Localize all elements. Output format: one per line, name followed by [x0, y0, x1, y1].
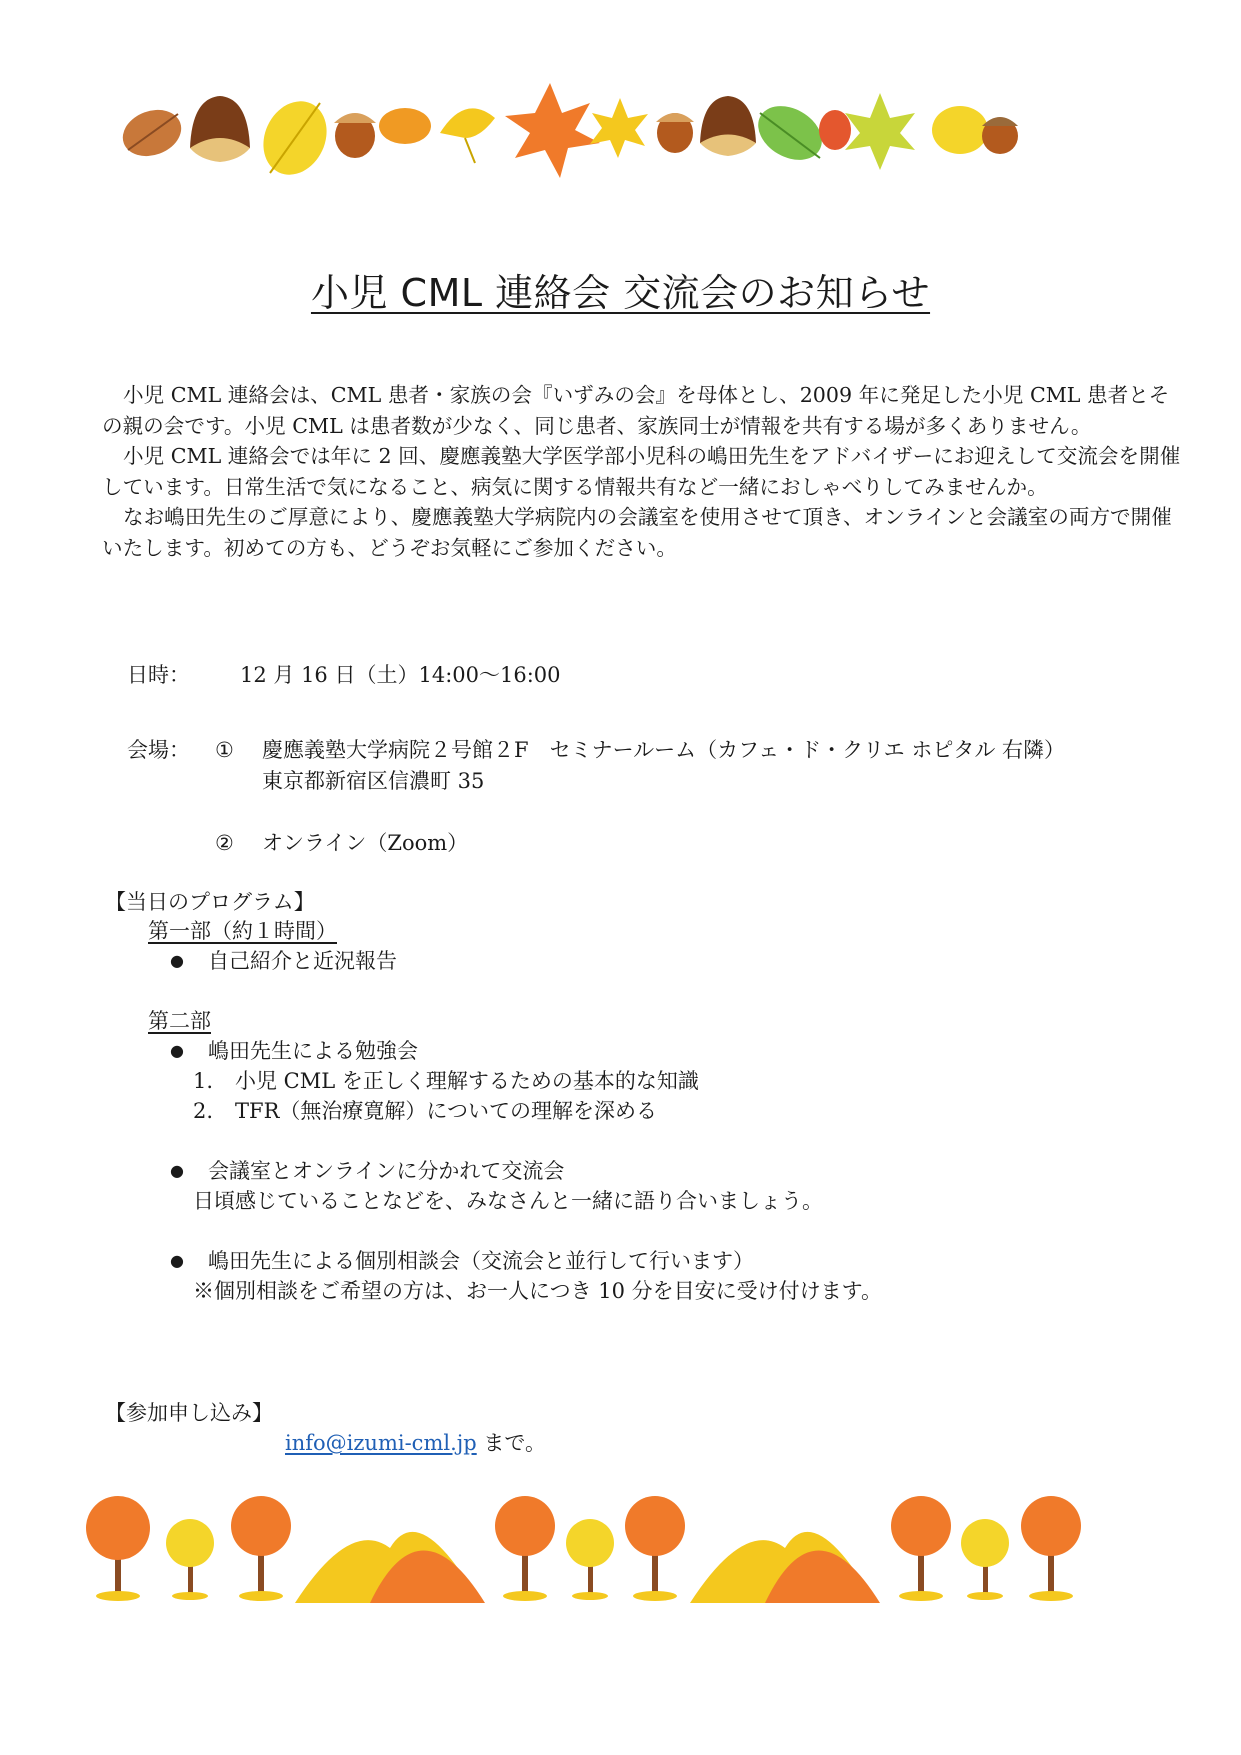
program-part2-item-consultation: 嶋田先生による個別相談会（交流会と並行して行います） — [208, 1249, 754, 1273]
application-contact — [285, 1428, 546, 1458]
yellow-tree-icon — [166, 1519, 214, 1600]
application-heading: 【参加申し込み】 — [105, 1401, 273, 1425]
program-part2-item-study: 嶋田先生による勉強会 — [208, 1039, 418, 1063]
program-part2-title: 第二部 — [148, 1009, 211, 1033]
intro-paragraph-3: なお嶋田先生のご厚意により、慶應義塾大学病院内の会議室を使用させて頂き、オンラインと会議室の両方で開催いたします。初めての方も、どうぞお気軽にご参加ください。 — [102, 505, 1172, 560]
program-part1-item: 自己紹介と近況報告 — [208, 949, 397, 973]
chestnut-icon — [190, 96, 250, 162]
acorn-icon-2 — [656, 113, 694, 153]
intro-text — [102, 380, 1187, 563]
yellow-leaf-icon-2 — [932, 106, 988, 154]
consultation-note: ※個別相談をご希望の方は、お一人につき 10 分を目安に受け付けます。 — [193, 1279, 882, 1303]
orange-tree-icon-4 — [625, 1496, 685, 1601]
datetime-label: 日時： — [127, 663, 190, 687]
intro-paragraph-1: 小児 CML 連絡会は、CML 患者・家族の会『いずみの会』を母体とし、2009 年に発足した小児 CML 患者とその親の会です。小児 CML は患者数が少なく、同じ患者、家族同士が情報を共有する場が多くありません。 — [102, 383, 1170, 438]
autumn-leaves-banner — [120, 78, 1130, 196]
yellow-leaf-icon — [252, 91, 338, 185]
venue-option-2-online: オンライン（Zoom） — [262, 831, 469, 855]
small-maple-leaf-icon — [590, 98, 648, 158]
orange-tree-icon-3 — [495, 1496, 555, 1601]
autumn-trees-banner — [80, 1478, 1180, 1628]
study-sub2: TFR（無治療寛解）についての理解を深める — [235, 1099, 657, 1123]
venue-option-2-number: ② — [215, 831, 234, 855]
green-maple-leaf-icon — [845, 93, 915, 170]
study-sub1-number: 1. — [193, 1069, 214, 1093]
venue-label: 会場： — [127, 738, 190, 762]
intro-paragraph-2: 小児 CML 連絡会では年に 2 回、慶應義塾大学医学部小児科の嶋田先生をアドバイザーにお迎えして交流会を開催しています。日常生活で気になること、病気に関する情報共有など一緒におしゃべりしてみませんか。 — [102, 444, 1181, 499]
venue-option-1-number: ① — [215, 738, 234, 762]
orange-leaf-icon — [379, 108, 431, 144]
brown-leaf-icon — [120, 102, 188, 164]
green-leaf-icon — [749, 95, 832, 171]
exchange-note: 日頃感じていることなどを、みなさんと一緒に語り合いましょう。 — [193, 1189, 823, 1213]
datetime-value: 12 月 16 日（土）14:00～16:00 — [240, 663, 561, 687]
maple-leaf-icon — [505, 83, 600, 178]
venue-option-1-address: 東京都新宿区信濃町 35 — [262, 769, 485, 793]
bullet-icon: ● — [170, 1161, 184, 1180]
yellow-tree-icon-3 — [961, 1519, 1009, 1600]
chestnut-icon-2 — [700, 96, 756, 156]
orange-tree-icon — [86, 1496, 150, 1601]
orange-tree-icon-6 — [1021, 1496, 1081, 1601]
email-suffix: まで。 — [476, 1431, 546, 1455]
program-part2-item-exchange: 会議室とオンラインに分かれて交流会 — [208, 1159, 565, 1183]
orange-tree-icon-2 — [231, 1496, 291, 1601]
study-sub1: 小児 CML を正しく理解するための基本的な知識 — [235, 1069, 699, 1093]
yellow-tree-icon-2 — [566, 1519, 614, 1600]
bullet-icon: ● — [170, 1251, 184, 1270]
page-title: 小児 CML 連絡会 交流会のお知らせ — [310, 271, 931, 315]
orange-tree-icon-5 — [891, 1496, 951, 1601]
program-part1-title: 第一部（約１時間） — [148, 919, 337, 943]
ginkgo-leaf-icon — [440, 108, 495, 163]
leaf-pile-icon-2 — [690, 1532, 880, 1603]
venue-option-1-location: 慶應義塾大学病院２号館２F セミナールーム（カフェ・ド・クリエ ホピタル 右隣） — [262, 738, 1066, 762]
red-leaf-icon — [819, 110, 851, 150]
program-heading: 【当日のプログラム】 — [105, 890, 315, 914]
leaf-pile-icon — [295, 1532, 485, 1603]
bullet-icon: ● — [170, 1041, 184, 1060]
study-sub2-number: 2. — [193, 1099, 214, 1123]
acorn-icon — [334, 113, 376, 158]
bullet-icon: ● — [170, 951, 184, 970]
acorn-icon-3 — [982, 117, 1018, 154]
email-link[interactable]: info@izumi-cml.jp — [285, 1431, 477, 1455]
